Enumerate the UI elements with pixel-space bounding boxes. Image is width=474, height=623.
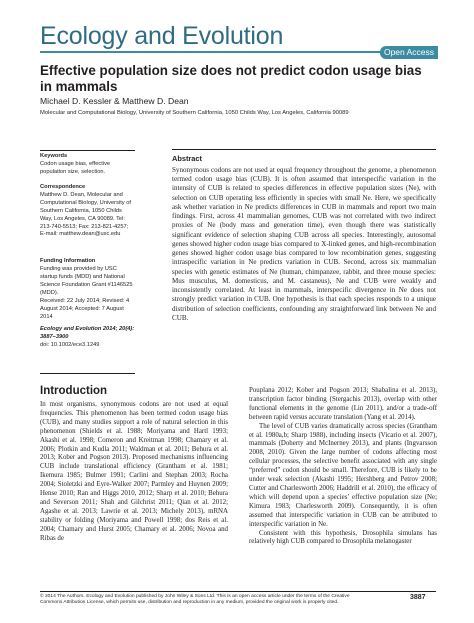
- journal-name: Ecology and Evolution: [40, 22, 284, 50]
- dates: Received: 22 July 2014; Revised: 4 August 2014; Accepted: 7 August 2014: [40, 298, 130, 320]
- license-footer: © 2014 The Authors. Ecology and Evolution published by John Wiley & Sons Ltd. This is an open access article under the terms of the Creative Commons Attribution License, which permits use, distribution and reproduction in any medium, provided the original work is properly cited.: [40, 594, 350, 606]
- abstract-text: Synonymous codons are not used at equal frequency throughout the genome, a phenomenon termed codon usage bias (CUB). It is often assumed that interspecific variation in the intensity of CUB is related to species differences in effective population sizes (Ne), with selection on CUB operating less efficiently in species with small Ne. Here, we specifically ask whether variation in Ne predicts differences in CUB in mammals and report two main findings. First, across 41 mammalian genomes, CUB was not correlated with two indirect proxies of Ne (body mass and generation time), even though there was statistically significant evidence of selection shaping CUB across all species. Interestingly, autosomal genes showed higher codon usage bias compared to X-linked genes, and high-recombination genes showed higher codon usage bias compared to low recombination genes, suggesting intraspecific variation in Ne predicts variation in CUB. Second, across six mammalian species with genetic estimates of Ne (human, chimpanzee, rabbit, and three mouse species: Mus musculus, M. domesticus, and M. castaneus), Ne and CUB were weakly and inconsistently correlated. At least in mammals, interspecific divergence in Ne does not strongly predict variation in CUB. One hypothesis is that each species responds to a unique distribution of selection coefficients, confounding any straightforward link between Ne and CUB.: [172, 166, 436, 322]
- footer-rule: [40, 591, 436, 592]
- correspondence-label: Correspondence: [40, 184, 86, 190]
- open-access-badge: Open Access: [380, 46, 438, 59]
- keywords-label: Keywords: [40, 153, 68, 159]
- abstract-rule: [172, 149, 436, 150]
- correspondence-block: [40, 184, 135, 239]
- intro-column-left: [40, 401, 228, 544]
- page-number: 3887: [410, 594, 426, 601]
- sidebar-bottom-rule: [40, 373, 135, 374]
- citation-journal: Ecology and Evolution 2014; 20(4): 3887–3900: [40, 326, 135, 340]
- citation-doi: doi: 10.1002/ece3.1249: [40, 341, 100, 348]
- funding-block: [40, 258, 135, 298]
- intro-column-right: [249, 387, 437, 547]
- keywords-text: Codon usage bias, effective population size, selection.: [40, 160, 111, 175]
- authors: Michael D. Kessler & Matthew D. Dean: [40, 96, 189, 106]
- introduction-heading: Introduction: [40, 385, 108, 397]
- keywords-block: [40, 153, 135, 177]
- sidebar-rule: [40, 150, 135, 151]
- intro-paragraph: Consistent with this hypothesis, Drosophila simulans has relatively high CUB compared to Drosophila melanogaster: [249, 529, 437, 546]
- intro-paragraph: The level of CUB varies dramatically across species (Grantham et al. 1980a,b; Sharp 1988), including insects (Vicario et al. 2007), mammals (Doherty and McInerney 2013), and plants (Ingvarsson 2008, 2010). Given the large number of codons affecting most cellular processes, the selective benefit associated with any single “preferred” codon should be small. Therefore, CUB is likely to be under weak selection (Akashi 1995; Hershberg and Petrov 2008; Cutter and Charlesworth 2006; Haddrill et al. 2010), the efficacy of which will depend upon a species’ effective population size (Ne; Kimura 1983; Charlesworth 2009). Consequently, it is often assumed that interspecific variation in CUB can be attributed to interspecific variation in Ne.: [249, 422, 437, 528]
- citation-block: [40, 326, 135, 350]
- intro-paragraph: Pouplana 2012; Kober and Pogson 2013; Shabalina et al. 2013), transcription factor binding (Stergachis 2013), overlap with other functional elements in the genome (Lin 2011), and/or a trade-off between rapid versus accurate translation (Yang et al. 2014).: [249, 387, 437, 421]
- header-rule: [40, 51, 436, 53]
- article-title: Effective population size does not predict codon usage bias in mammals: [40, 63, 422, 94]
- correspondence-text: Matthew D. Dean, Molecular and Computational Biology, University of Southern California, 1050 Childs Way, Los Angeles, CA 90089. Tel: 213-740-5513; Fax: 213-821-4257; E-mail: matthew.dean@usc.edu: [40, 191, 131, 238]
- affiliation: Molecular and Computational Biology, University of Southern California, 1050 Childs Way, Los Angeles, California 90089: [40, 110, 349, 116]
- funding-text: Funding was provided by USC startup funds (MDD) and National Science Foundation Grant #1146525 (MDD).: [40, 265, 133, 296]
- abstract-heading: Abstract: [172, 154, 202, 163]
- funding-label: Funding Information: [40, 258, 96, 264]
- intro-paragraph: In most organisms, synonymous codons are not used at equal frequencies. This phenomenon has been termed codon usage bias (CUB), and many studies support a role of natural selection in this phenomenon (Shields et al. 1988; Moriyama and Hartl 1993; Akashi et al. 1998; Comeron and Kreitman 1998; Chamary et al. 2006; Plotkin and Kudla 2011; Waldman et al. 2011; Behura et al. 2013; Kober and Pogson 2013). Proposed mechanisms influencing CUB include translational efficiency (Grantham et al. 1981; Ikemura 1985; Bulmer 1991; Carlini and Stephan 2003; Rocha 2004; Stoletzki and Eyre-Walker 2007; Parmley and Huynen 2009; Hense 2010; Ran and Higgs 2010, 2012; Sharp et al. 2010; Behura and Severson 2011; Shah and Gilchrist 2011; Qian et al. 2012; Agashe et al. 2013; Lawrie et al. 2013; Michely 2013), mRNA stability or folding (Moriyama and Powell 1998; dos Reis et al. 2004; Chamary and Hurst 2005; Chamary et al. 2006; Novoa and Ribas de: [40, 401, 228, 542]
